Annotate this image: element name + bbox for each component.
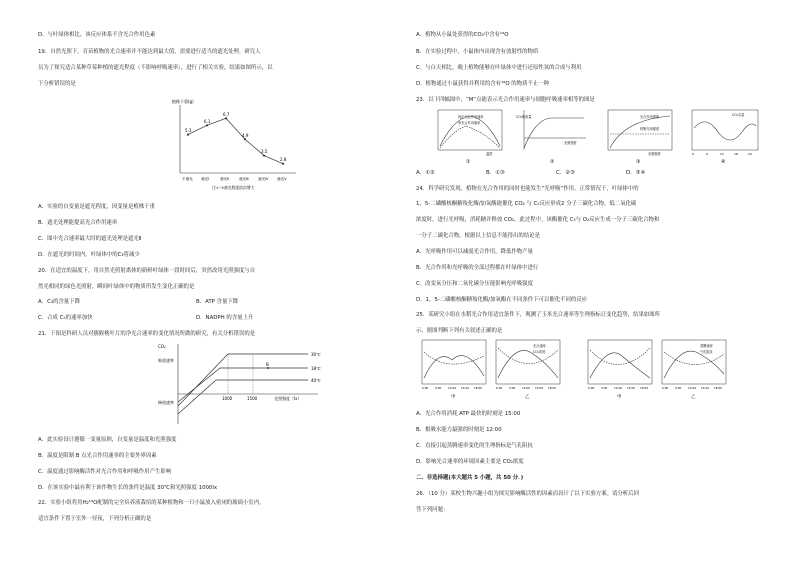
q25-time-tick: 15:00 [535, 386, 544, 390]
right-column [416, 0, 776, 562]
q22-stem-line1: 22．实验小组将用H₂¹⁸O配制的完全培养液栽培的某种植物和一只小鼠放入密闭的玻璃小室内， [38, 500, 265, 506]
q25-time-tick: 6:00 [422, 386, 429, 390]
q25-time-tick: 12:00 [448, 386, 457, 390]
q19-option-c: C．图中光合速率最大时的遮光处理是遮光Ⅱ [38, 236, 142, 242]
q25-time-tick: 15:00 [627, 386, 636, 390]
q25-legend-a2: CO₂浓度 [533, 350, 546, 354]
q21-option-d: D．在该实验中最有利于该作物生长的条件是温度 30℃和光照强度 1000lx [38, 485, 218, 491]
q23-g4-tick-24: 24 [748, 152, 752, 156]
q24-stem-line4: 一分子二碳化合物，根据以上信息不能得出的结论是 [416, 233, 540, 239]
q25-time-tick: 6:00 [496, 386, 503, 390]
q21-line-chart [158, 340, 348, 430]
q23-option-c: C．②③ [556, 170, 575, 176]
q23-option-b: B．①③ [486, 170, 505, 176]
q22-option-d: D．植物通过小鼠获得并利用的含有¹⁸O 的物质不止一种 [416, 81, 550, 87]
q24-option-c: C．改变氧分压和二氧化碳分压能影响光呼吸强度 [416, 281, 533, 287]
q23-g3-xlabel: 光照强度 [648, 152, 661, 156]
q19-data-point [244, 138, 246, 140]
q21-option-b: B．温度是限制 B 点光合作用速率的主要外界因素 [38, 453, 157, 459]
q25-time-tick: 18:00 [714, 386, 723, 390]
q23-g4-tick-0: 0 [692, 152, 694, 156]
q25-graphs [418, 338, 738, 400]
q23-g1-legend-2: 净光合作用速率 [458, 121, 481, 125]
q25-graph-jia-2 [588, 340, 652, 384]
q23-graph-3 [608, 110, 672, 165]
q20-option-d: D．NADPH 的含量上升 [196, 315, 254, 321]
q21-point-b-label: B [266, 362, 269, 367]
q25-time-tick: 9:00 [435, 386, 442, 390]
q21-stem-line1: 21．下图是科研人员对猕猴桃叶片的净光合速率的变化情况所做的研究，有关分析错误的是 [38, 331, 256, 337]
q24-option-b: B．光合作用和光呼吸的全部过程都在叶绿体中进行 [416, 265, 539, 271]
q23-g1-legend-1: 真正光合作用速率 [458, 115, 484, 119]
q23-option-a: A．①② [416, 170, 435, 176]
q25-time-tick: 9:00 [509, 386, 516, 390]
q19-stem-line2: 员为了探究适合某种草莓种植的遮光程度（不影响呼吸速率），进行了相关实验，结果如图所示，以 [38, 65, 273, 71]
q22-stem-line2: 适宜条件下置于室外一昼夜，下列分析正确的是 [38, 516, 152, 522]
q21-xtick-1500: 1500 [247, 396, 258, 401]
q23-g3-legend-1: 光合作用强度 [640, 115, 660, 119]
q21-ylabel-mid: 吸收速率 [158, 358, 174, 363]
q21-option-a: A．此实验设计遵循一变量原则，自变量是温度和光照强度 [38, 437, 177, 443]
q25-graph-yi-2 [662, 340, 726, 384]
q25-label-jia-1: 甲 [451, 395, 456, 400]
q19-data-point [206, 124, 208, 126]
q24-stem-line2: 1，5-二磷酸核酮糖羧化酶/加氧酶能催化 CO₂ 与 C₅反应形成2 分子三碳化合物。低二氧化碳 [416, 201, 637, 207]
q23-g2-xlabel: 光照强度 [564, 141, 577, 145]
q25-stem-line1: 25．某研究小组在水稻光合作用适宜条件下，观测了玉米光合速率等生理指标日变化趋势，结果如图所 [416, 312, 661, 318]
q19-data-point [187, 134, 189, 136]
q21-ylabel-low: 释放速率 [158, 400, 174, 405]
q19-chart-caption: 注:Ⅰ~Ⅴ遮光程度依次增大 [212, 185, 255, 190]
q21-xlabel: 光照强度（lx） [274, 396, 302, 401]
q20-option-b: B．ATP 含量下降 [196, 299, 239, 305]
q19-line-chart [168, 95, 303, 193]
q25-label-jia-2: 甲 [617, 395, 622, 400]
q23-label-4: ④ [721, 159, 726, 165]
q25-option-a: A．光合作用消耗 ATP 最快的时刻是 15:00 [416, 411, 521, 417]
q22-option-b: B．在实验过程中，小鼠体内出现含有放射性的物质 [416, 49, 539, 55]
q25-time-tick: 6:00 [588, 386, 595, 390]
q19-data-label: 4.9 [242, 132, 249, 138]
q25-legend-b2: 气孔阻抗 [700, 350, 713, 354]
q23-four-graphs [436, 108, 766, 166]
q19-series-line [188, 118, 283, 163]
q25-label-yi-1: 乙 [525, 395, 530, 400]
q19-chart-ylabel: 植株干重(g) [172, 99, 194, 104]
q25-option-d: D．影响光合速率的环境因素主要是 CO₂浓度 [416, 459, 524, 465]
q23-g3-legend-2: 呼吸作用强度 [640, 127, 660, 131]
q19-option-a: A．实验的自变量是遮光程度，因变量是植株干重 [38, 204, 155, 210]
q22-option-c: C．与白天相比，晚上植物能够在叶绿体中进行还原性氢的合成与利用 [416, 65, 582, 71]
q25-time-ticks [422, 386, 722, 390]
q20-stem-line1: 20．在适宜的温度下，用自然光照射离体的新鲜叶绿体一段时间后，突然改用光照强度与自 [38, 268, 256, 274]
q19-option-d: D．在遮光的时间内，叶绿体中的C₃将减少 [38, 252, 140, 258]
q26-stem-line1: 26．（10 分）某校生物兴趣小组为探究影响酶活性的因素而设计了以下实验方案。请分析后回 [416, 491, 639, 497]
q23-label-3: ③ [636, 159, 641, 165]
q25-time-tick: 15:00 [461, 386, 470, 390]
q19-data-label: 2.8 [280, 157, 287, 163]
q25-legend-b1: 蒸腾速率 [700, 344, 713, 348]
q23-g4-tick-6: 6 [706, 152, 708, 156]
q23-g4-tick-12: 12 [720, 152, 724, 156]
q23-label-1: ① [466, 159, 471, 165]
q21-ylabel-top: CO₂ [158, 344, 166, 349]
q23-label-2: ② [550, 159, 555, 165]
q22-option-a: A．植物从小鼠处获得的CO₂中含有¹⁸O [416, 32, 509, 38]
q23-graph-2 [516, 110, 586, 165]
q19-data-label: 6.7 [223, 111, 230, 117]
q19-data-label: 5.3 [185, 128, 192, 134]
q25-option-b: B．根吸水能力最强的时刻是 12:00 [416, 427, 502, 433]
q19-data-point [282, 163, 284, 165]
q24-stem-line1: 24．科学研究发现，植物在光合作用的同时也能发生“光呼吸”作用。正常情况下，叶绿体中的 [416, 186, 639, 192]
q19-category-label: 遮光Ⅴ [277, 177, 287, 181]
q23-g2-ylabel: CO₂吸收量 [516, 115, 532, 119]
q21-point-b [267, 367, 269, 369]
q25-time-tick: 9:00 [675, 386, 682, 390]
q21-xtick-1000: 1000 [222, 396, 233, 401]
q19-category-label: 遮光Ⅱ [220, 177, 229, 181]
q19-category-label: 遮光Ⅳ [258, 177, 269, 181]
q25-option-c: C．直接引起蒸腾速率变化的生理指标是气孔阻抗 [416, 443, 533, 449]
q25-graph-jia-1 [422, 340, 486, 384]
q25-graph-yi-1 [496, 340, 560, 384]
q24-option-a: A．光呼吸作用可以减弱光合作用，降低作物产量 [416, 249, 533, 255]
q19-stem-line3: 下分析错误的是 [38, 81, 76, 87]
q23-g4-tick-18: 18 [734, 152, 738, 156]
q20-stem-line2: 然光相同的绿色光照射，瞬间叶绿体中的物质所发生变化正确的是 [38, 284, 195, 290]
q20-option-c: C．合成 C₅的速率加快 [38, 315, 93, 321]
q25-time-tick: 12:00 [688, 386, 697, 390]
q23-option-d: D．③④ [626, 170, 646, 176]
q25-stem-line2: 示。据图判断下列有关叙述正确的是 [416, 328, 503, 334]
q19-data-point [263, 154, 265, 156]
q25-time-tick: 18:00 [474, 386, 483, 390]
q21-option-c: C．温度通过影响酶活性对光合作用和呼吸作用产生影响 [38, 469, 172, 475]
q23-g1-xlabel: 温度 [486, 152, 493, 156]
q23-graph-1 [438, 110, 502, 165]
q25-time-tick: 6:00 [662, 386, 669, 390]
q20-option-a: A．C₃的含量下降 [38, 299, 80, 305]
q25-time-tick: 15:00 [701, 386, 710, 390]
q26-stem-line2: 答下列问题： [416, 507, 449, 513]
q19-stem-line1: 19．自然光照下，育苗植物的光合速率并不能达到最大值，需要进行适当的遮光处理。研究人 [38, 49, 261, 55]
q19-data-label: 3.5 [261, 149, 268, 155]
q18-option-d: D．与叶绿体相比，该反应体系不含光合作用色素 [38, 32, 156, 38]
q19-category-label: 遮光Ⅰ [201, 177, 210, 181]
q25-time-tick: 18:00 [548, 386, 557, 390]
left-column [38, 0, 398, 562]
section-2-heading: 二、非选择题(本大题共 5 小题，共 50 分．) [416, 475, 524, 481]
q23-graph-4 [692, 110, 758, 165]
q24-stem-line3: 浓度时，进行光呼吸，消耗糖并释放 CO₂，此过程中，该酶催化 C₅与 O₂反应生成一分子三碳化合物和 [416, 217, 660, 223]
q21-legend-18c: 18℃ [311, 366, 321, 371]
q19-data-point [225, 117, 227, 119]
q25-time-tick: 9:00 [601, 386, 608, 390]
q19-option-b: B．遮光处理能提高光合作用速率 [38, 220, 118, 226]
q23-stem: 23．以下四幅图中，“M”点能表示光合作用速率与细胞呼吸速率相等的图是 [416, 97, 595, 103]
q25-legend-a1: 光合速率 [533, 344, 546, 348]
q25-time-tick: 12:00 [522, 386, 531, 390]
q19-category-label: 不遮光 [182, 177, 193, 181]
q23-g4-legend: CO₂含量 [732, 113, 745, 117]
q21-legend-30c: 30℃ [311, 352, 321, 357]
q25-time-tick: 12:00 [614, 386, 623, 390]
q21-legend-40c: 40℃ [311, 378, 321, 383]
q19-data-label: 6.1 [204, 118, 211, 124]
q24-option-d: D．1，5-二磷酸核酮糖羧化酶/加氧酶在不同条件下可以催化不同的反应 [416, 297, 588, 303]
q25-time-tick: 18:00 [640, 386, 649, 390]
q19-category-label: 遮光Ⅲ [239, 177, 249, 181]
q25-label-yi-2: 乙 [691, 395, 696, 400]
